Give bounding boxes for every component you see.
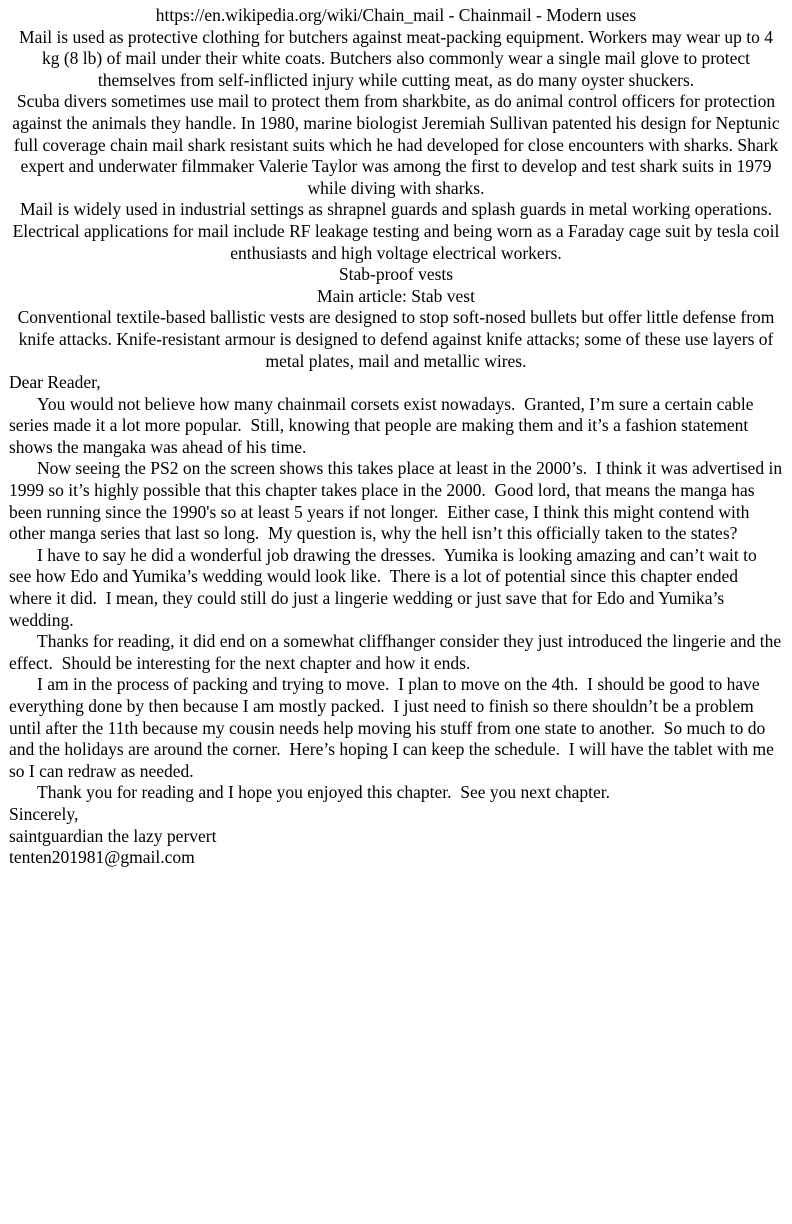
- excerpt-paragraph-industrial: Mail is widely used in industrial settings as shrapnel guards and splash guards in metal working operations.: [20, 199, 772, 220]
- letter-closing: Sincerely,: [9, 803, 79, 824]
- letter-paragraph-dresses: I have to say he did a wonderful job drawing the dresses. Yumika is looking amazing and can’t wait to see how Edo and Yumika’s wedding would look like. There is a lot of potential since this chapter ended where it did. I mean, they could still do just a lingerie wedding or just save that for Edo and Yumika’s wedding.: [9, 544, 762, 630]
- letter-salutation: Dear Reader,: [9, 372, 101, 393]
- excerpt-paragraph-electrical: Electrical applications for mail include RF leakage testing and being worn as a Faraday cage suit by tesla coil enthusiasts and high voltage electrical workers.: [12, 220, 784, 263]
- wikipedia-excerpt-block: [9, 5, 783, 372]
- excerpt-paragraph-ballistic-vests: Conventional textile-based ballistic vests are designed to stop soft-nosed bullets but offer little defense from knife attacks. Knife-resistant armour is designed to defend against knife attacks; some of these use layers of metal plates, mail and metallic wires.: [17, 307, 779, 371]
- letter-paragraph-moving: I am in the process of packing and trying to move. I plan to move on the 4th. I should be good to have everything done by then because I am mostly packed. I just need to finish so there shouldn’t be a problem until after the 11th because my cousin needs help moving his stuff from one state to another. So much to do and the holidays are around the corner. Here’s hoping I can keep the schedule. I will have the tablet with me so I can redraw as needed.: [9, 674, 779, 781]
- letter-paragraph-corsets: You would not believe how many chainmail corsets exist nowadays. Granted, I’m sure a certain cable series made it a lot more popular. Still, knowing that people are making them and it’s a fashion statement shows the mangaka was ahead of his time.: [9, 393, 758, 457]
- excerpt-main-article-line: Main article: Stab vest: [317, 285, 475, 306]
- letter-paragraph-cliffhanger: Thanks for reading, it did end on a somewhat cliffhanger consider they just introduced the lingerie and the effect. Should be interesting for the next chapter and how it ends.: [9, 631, 786, 673]
- reader-letter-block: [9, 372, 787, 869]
- signature-email: tenten201981@gmail.com: [9, 847, 195, 868]
- signature-name: saintguardian the lazy pervert: [9, 825, 217, 846]
- letter-paragraph-thanks: Thank you for reading and I hope you enjoyed this chapter. See you next chapter.: [37, 782, 610, 803]
- excerpt-paragraph-butchers: Mail is used as protective clothing for butchers against meat-packing equipment. Workers may wear up to 4 kg (8 lb) of mail under their white coats. Butchers also commonly wear a single mail glove to protect themselves from self-inflicted injury while cutting meat, as do many oyster shuckers.: [19, 26, 778, 90]
- source-url-line: https://en.wikipedia.org/wiki/Chain_mail - Chainmail - Modern uses: [155, 5, 637, 25]
- excerpt-heading-stab-proof-vests: Stab-proof vests: [338, 264, 454, 285]
- letter-paragraph-ps2-timeline: Now seeing the PS2 on the screen shows this takes place at least in the 2000’s. I think it was advertised in 1999 so it’s highly possible that this chapter takes place in the 2000. Good lord, that means the manga has been running since the 1990's so at least 5 years if not longer. Either case, I think this might contend with other manga series that last so long. My question is, why the hell isn’t this officially taken to the states?: [9, 458, 787, 544]
- excerpt-paragraph-scuba: Scuba divers sometimes use mail to protect them from sharkbite, as do animal control officers for protection against the animals they handle. In 1980, marine biologist Jeremiah Sullivan patented his design for Neptunic full coverage chain mail shark resistant suits which he had developed for close encounters with sharks. Shark expert and underwater filmmaker Valerie Taylor was among the first to develop and test shark suits in 1979 while diving with sharks.: [12, 91, 785, 198]
